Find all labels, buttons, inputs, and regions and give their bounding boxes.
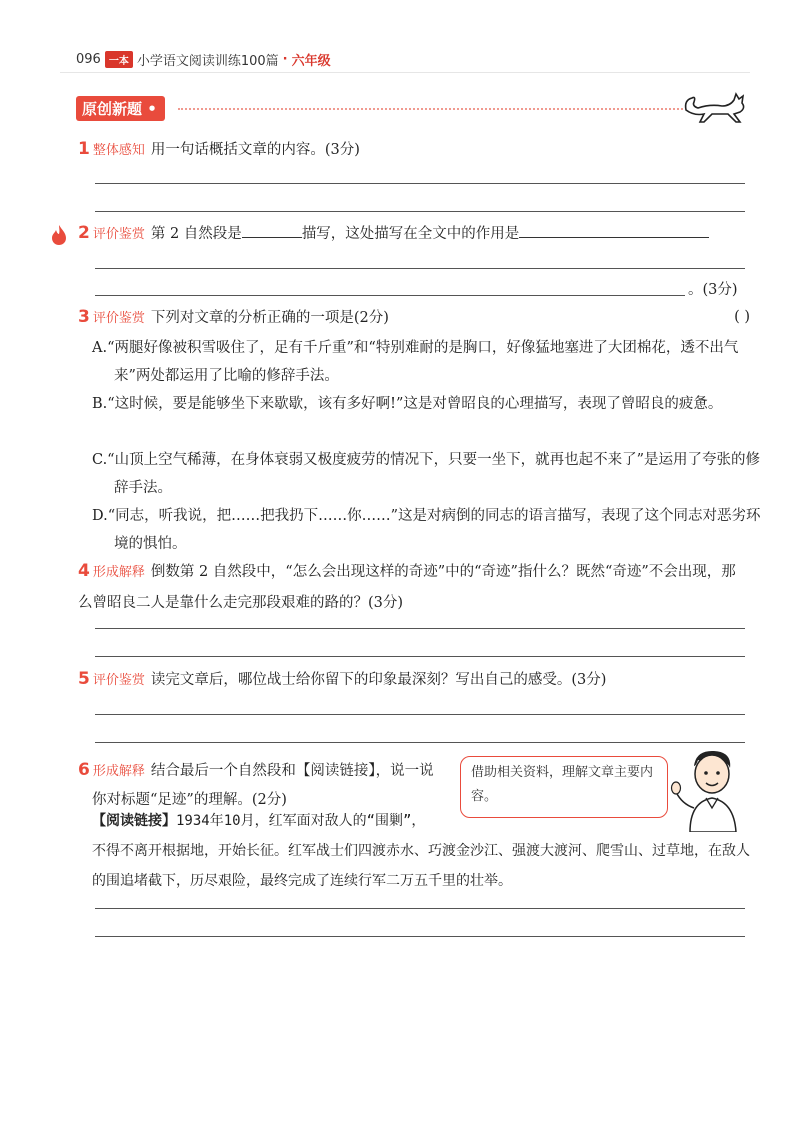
fill-blank[interactable] [242,223,302,238]
dotted-divider [178,108,683,110]
question-1 [78,138,750,162]
question-number: 5 [78,669,90,689]
section-title: 原创新题 [82,100,143,118]
fill-blank[interactable] [519,223,709,238]
answer-line[interactable] [95,936,745,937]
question-number: 2 [78,223,90,243]
question-tag: 整体感知 [92,143,145,158]
option-d[interactable]: D.“同志，听我说，把……把我扔下……你……”这是对病倒的同志的语言描写，表现了这个同志对恶劣环境的惧怕。 [92,508,761,552]
answer-line[interactable] [95,656,745,657]
question-4 [78,556,750,618]
question-tag: 评价鉴赏 [92,673,145,688]
reading-link-text: 1934年10月，红军面对敌人的“围剿”， [176,813,426,829]
option-b[interactable]: B.“这时候，要是能够坐下来歇歇，该有多好啊!”这是对曾昭良的心理描写，表现了曾昭良的疲惫。 [92,396,723,412]
answer-line[interactable] [95,908,745,909]
answer-line[interactable] [95,714,745,715]
question-tag: 评价鉴赏 [92,227,145,242]
question-text: 第 2 自然段是 [150,226,242,242]
question-text: 读完文章后，哪位战士给你留下的印象最深刻？写出自己的感受。(3分) [150,672,607,688]
book-title: 小学语文阅读训练100篇 [136,54,279,69]
question-text: 结合最后一个自然段和【阅读链接】，说一说 [150,763,434,779]
question-tag: 形成解释 [92,764,145,779]
section-badge: 原创新题 • [76,96,165,121]
question-text: 下列对文章的分析正确的一项是(2分) [150,310,389,326]
question-3 [78,306,750,330]
question-text: 描写，这处描写在全文中的作用是 [301,226,520,242]
brand-logo: 一本 [105,51,133,68]
question-tag: 形成解释 [92,565,145,580]
tip-bubble: 借助相关资料，理解文章主要内容。 [460,756,668,818]
answer-line[interactable] [95,211,745,212]
answer-line[interactable] [95,628,745,629]
reading-link [92,806,752,896]
question-number: 6 [78,760,90,780]
answer-line[interactable] [95,295,685,296]
question-number: 1 [78,139,90,159]
grade-label: 六年级 [291,54,331,69]
answer-line[interactable] [95,742,745,743]
reading-link-text: 不得不离开根据地，开始长征。红军战士们四渡赤水、巧渡金沙江、强渡大渡河、爬雪山、过草地，在敌人的围追堵截下，历尽艰险，最终完成了连续行军二万五千里的壮举。 [92,843,750,889]
score-label: 。(3分) [688,282,738,298]
answer-parentheses[interactable]: ( ) [734,309,750,325]
header-divider [60,72,750,73]
reading-link-label: 【阅读链接】 [92,813,176,829]
option-a[interactable]: A.“两腿好像被积雪吸住了，足有千斤重”和“特别难耐的是胸口，好像猛地塞进了大团棉花，透不出气来”两处都运用了比喻的修辞手法。 [92,340,739,384]
page-header [76,50,331,69]
header-separator: · [282,52,288,67]
option-c[interactable]: C.“山顶上空气稀薄，在身体衰弱又极度疲劳的情况下，只要一坐下，就再也起不来了”是运用了夸张的修辞手法。 [92,452,761,496]
answer-line[interactable] [95,268,745,269]
question-text: 用一句话概括文章的内容。(3分) [150,142,360,158]
page-number: 096 [76,52,101,67]
question-text: 你对标题“足迹”的理解。(2分) [92,792,287,808]
question-text: 倒数第 2 自然段中，“怎么会出现这样的奇迹”中的“奇迹”指什么？既然“奇迹”不会出现，那么曾昭良二人是靠什么走完那段艰难的路的？(3分) [78,564,736,611]
question-2 [78,222,750,246]
question-number: 4 [78,561,90,581]
cat-icon [682,86,750,126]
question-tag: 评价鉴赏 [92,311,145,326]
question-5 [78,668,750,692]
answer-line[interactable] [95,183,745,184]
question-number: 3 [78,307,90,327]
fire-icon [50,224,68,246]
